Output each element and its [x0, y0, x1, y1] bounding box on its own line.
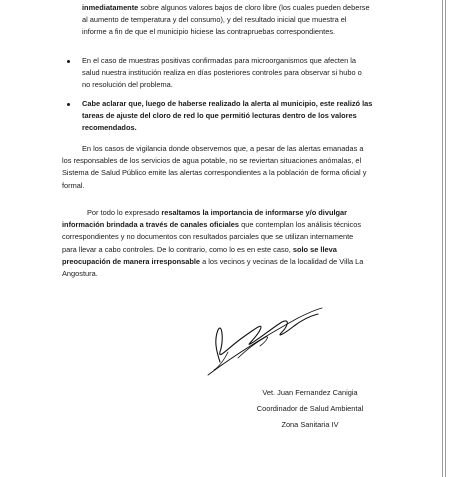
signer-zone: Zona Sanitaria IV — [281, 420, 339, 429]
bullet-2-dot — [67, 60, 70, 63]
bullet-1-bold: inmediatamente — [82, 3, 139, 12]
paragraph-vigilancia: En los casos de vigilancia donde observemos que, a pesar de las alertas emanadas a los responsables de los servicios de agua potable, no se reviertan situaciones anómalas, el Sistema de Salud Público emite las alertas correspondientes a la población de forma oficial y formal. — [62, 144, 367, 190]
bullet-3-dot — [67, 103, 70, 106]
signer-role: Coordinador de Salud Ambiental — [256, 404, 364, 413]
signature-block — [230, 385, 390, 433]
bullet-2-text: En el caso de muestras positivas confirmadas para microorganismos que afecten la salud nuestra institución realiza en días posteriores controles para observar si hubo o no resolución del problema. — [82, 56, 362, 90]
paragraph-conclusion: Por todo lo expresado resaltamos la importancia de informarse y/o divulgar información brindada a través de canales oficiales que contemplan los análisis técnicos correspondientes y no documentos con resultados parciales que se utilizan internamente para llevar a cabo controles. De lo contrario, como lo es en este caso, solo se lleva preocupación de manera irresponsable a los vecinos y vecinas de la localidad de Villa La Angostura. — [62, 208, 364, 279]
page-edge-line — [442, 0, 443, 477]
signer-name: Vet. Juan Fernandez Canigia — [262, 388, 358, 397]
bullet-3-text: Cabe aclarar que, luego de haberse realizado la alerta al municipio, este realizó las tareas de ajuste del cloro de red lo que permitió lecturas dentro de los valores recomendados. — [82, 99, 373, 133]
page-edge-line — [445, 0, 446, 477]
handwritten-signature — [198, 300, 328, 380]
bullet-1-text: inmediatamente sobre algunos valores bajos de cloro libre (los cuales pueden deberse al aumento de temperatura y del consumo), y del resultado inicial que muestra el informe a fin de que el municipio hiciese las contrapruebas correspondientes. — [82, 3, 370, 37]
